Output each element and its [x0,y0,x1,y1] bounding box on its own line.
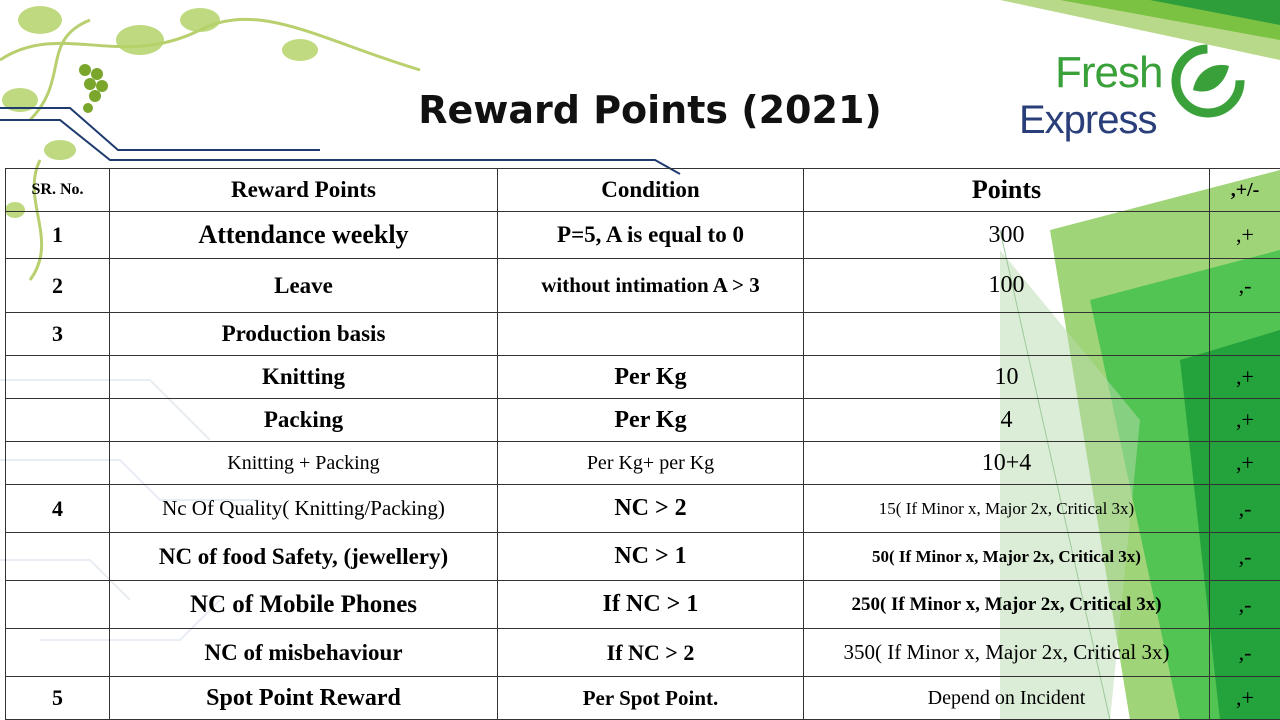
cell-sr [6,629,110,677]
cell-reward: NC of misbehaviour [110,629,498,677]
table-row [6,212,1280,259]
header-sign: ,+/- [1210,169,1280,212]
cell-condition: If NC > 2 [498,629,804,677]
cell-reward: Spot Point Reward [110,677,498,720]
table-row [6,629,1280,677]
cell-sign: ,+ [1210,399,1280,442]
cell-sr: 2 [6,259,110,313]
cell-condition: P=5, A is equal to 0 [498,212,804,259]
table-row [6,581,1280,629]
cell-reward: Leave [110,259,498,313]
table-header-row [6,169,1280,212]
cell-sign: ,- [1210,533,1280,581]
cell-sr: 4 [6,485,110,533]
logo-text-express: Express [1019,98,1157,142]
cell-sign: ,- [1210,485,1280,533]
cell-reward: Knitting + Packing [110,442,498,485]
header-sr-no: SR. No. [6,169,110,212]
fresh-express-logo [1015,38,1255,168]
cell-points: 50( If Minor x, Major 2x, Critical 3x) [804,533,1210,581]
cell-sr [6,581,110,629]
reward-points-table [5,168,1280,720]
cell-points: 4 [804,399,1210,442]
cell-sr: 5 [6,677,110,720]
cell-sign [1210,313,1280,356]
cell-sr: 3 [6,313,110,356]
cell-reward: Packing [110,399,498,442]
cell-reward: Attendance weekly [110,212,498,259]
table-row [6,442,1280,485]
cell-condition: Per Kg+ per Kg [498,442,804,485]
table-row [6,533,1280,581]
cell-condition: If NC > 1 [498,581,804,629]
cell-condition: NC > 1 [498,533,804,581]
cell-condition: NC > 2 [498,485,804,533]
cell-sign: ,+ [1210,677,1280,720]
table-row [6,259,1280,313]
table-row [6,677,1280,720]
cell-condition [498,313,804,356]
cell-points: 100 [804,259,1210,313]
cell-condition: Per Spot Point. [498,677,804,720]
cell-sign: ,+ [1210,442,1280,485]
cell-sign: ,+ [1210,356,1280,399]
cell-sign: ,- [1210,259,1280,313]
cell-points: 10 [804,356,1210,399]
leaf-swirl-icon [1167,40,1249,122]
cell-points: 350( If Minor x, Major 2x, Critical 3x) [804,629,1210,677]
cell-points [804,313,1210,356]
cell-reward: Nc Of Quality( Knitting/Packing) [110,485,498,533]
header-condition: Condition [498,169,804,212]
cell-reward: NC of food Safety, (jewellery) [110,533,498,581]
table-row [6,399,1280,442]
cell-points: 15( If Minor x, Major 2x, Critical 3x) [804,485,1210,533]
cell-reward: Knitting [110,356,498,399]
logo-text-fresh: Fresh [1055,48,1163,97]
cell-points: Depend on Incident [804,677,1210,720]
cell-points: 250( If Minor x, Major 2x, Critical 3x) [804,581,1210,629]
cell-sr [6,442,110,485]
cell-condition: without intimation A > 3 [498,259,804,313]
cell-sr [6,356,110,399]
cell-condition: Per Kg [498,399,804,442]
cell-condition: Per Kg [498,356,804,399]
cell-sr [6,399,110,442]
page-title: Reward Points (2021) [418,88,882,132]
cell-reward: Production basis [110,313,498,356]
cell-sign: ,- [1210,629,1280,677]
cell-sr: 1 [6,212,110,259]
table-row [6,356,1280,399]
cell-sr [6,533,110,581]
cell-sign: ,+ [1210,212,1280,259]
table-row [6,313,1280,356]
cell-points: 300 [804,212,1210,259]
cell-sign: ,- [1210,581,1280,629]
header-points: Points [804,169,1210,212]
header-reward-points: Reward Points [110,169,498,212]
cell-reward: NC of Mobile Phones [110,581,498,629]
cell-points: 10+4 [804,442,1210,485]
table-row [6,485,1280,533]
